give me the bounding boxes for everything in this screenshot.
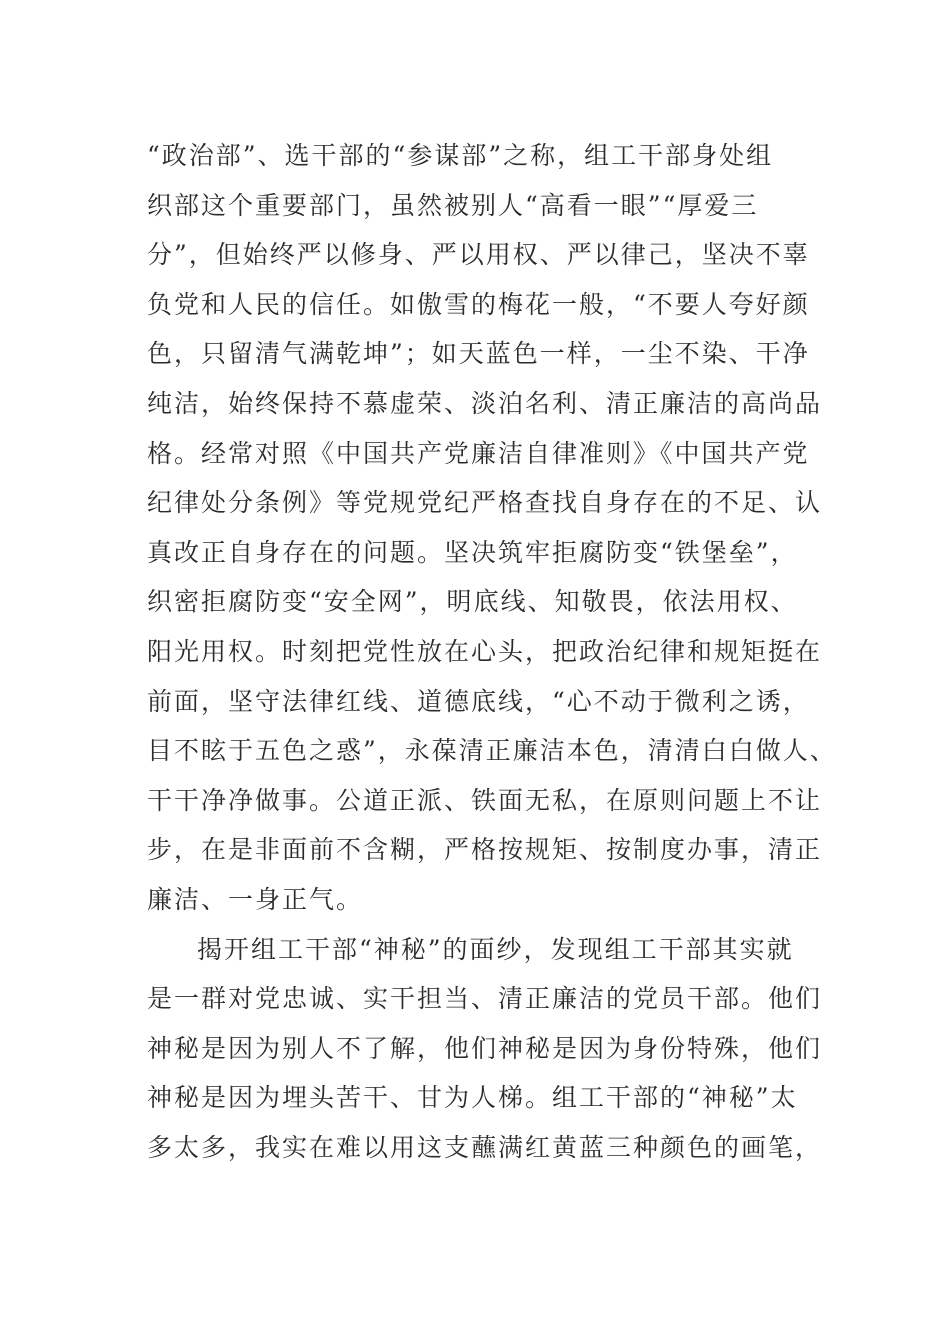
text-line: 步，在是非面前不含糊，严格按规矩、按制度办事，清正 [147,835,823,865]
body-text [147,131,837,1172]
text-line: 分”，但始终严以修身、严以用权、严以律己，坚决不辜 [147,240,810,270]
text-line: 多太多，我实在难以用这支蘸满红黄蓝三种颜色的画笔， [147,1132,823,1162]
text-line: 前面，坚守法律红线、道德底线，“心不动于微利之诱， [147,686,810,716]
text-line: 纯洁，始终保持不慕虚荣、淡泊名利、清正廉洁的高尚品 [147,388,823,418]
text-line: 真改正自身存在的问题。坚决筑牢拒腐防变“铁堡垒”， [147,537,798,567]
text-line: “政治部”、选干部的“参谋部”之称，组工干部身处组 [147,141,774,170]
text-line: 干干净净做事。公道正派、铁面无私，在原则问题上不让 [147,785,823,815]
text-line: 阳光用权。时刻把党性放在心头，把政治纪律和规矩挺在 [147,636,823,666]
text-line: 神秘是因为别人不了解，他们神秘是因为身份特殊，他们 [147,1033,823,1063]
text-line: 目不眩于五色之惑”，永葆清正廉洁本色，清清白白做人、 [147,736,837,766]
text-line: 织部这个重要部门，虽然被别人“高看一眼”“厚爱三 [147,190,759,220]
paragraph-first-line: 揭开组工干部“神秘”的面纱，发现组工干部其实就 [197,934,794,964]
text-line: 格。经常对照《中国共产党廉洁自律准则》《中国共产党 [147,438,810,468]
text-line: 纪律处分条例》等党规党纪严格查找自身存在的不足、认 [147,488,823,518]
text-line: 色，只留清气满乾坤”；如天蓝色一样，一尘不染、干净 [147,339,810,369]
text-line: 织密拒腐防变“安全网”，明底线、知敬畏，依法用权、 [147,587,798,617]
text-line: 负党和人民的信任。如傲雪的梅花一般，“不要人夸好颜 [147,289,810,319]
text-line: 神秘是因为埋头苦干、甘为人梯。组工干部的“神秘”太 [147,1083,798,1113]
text-line: 是一群对党忠诚、实干担当、清正廉洁的党员干部。他们 [147,984,823,1014]
text-line: 廉洁、一身正气。 [147,884,364,914]
